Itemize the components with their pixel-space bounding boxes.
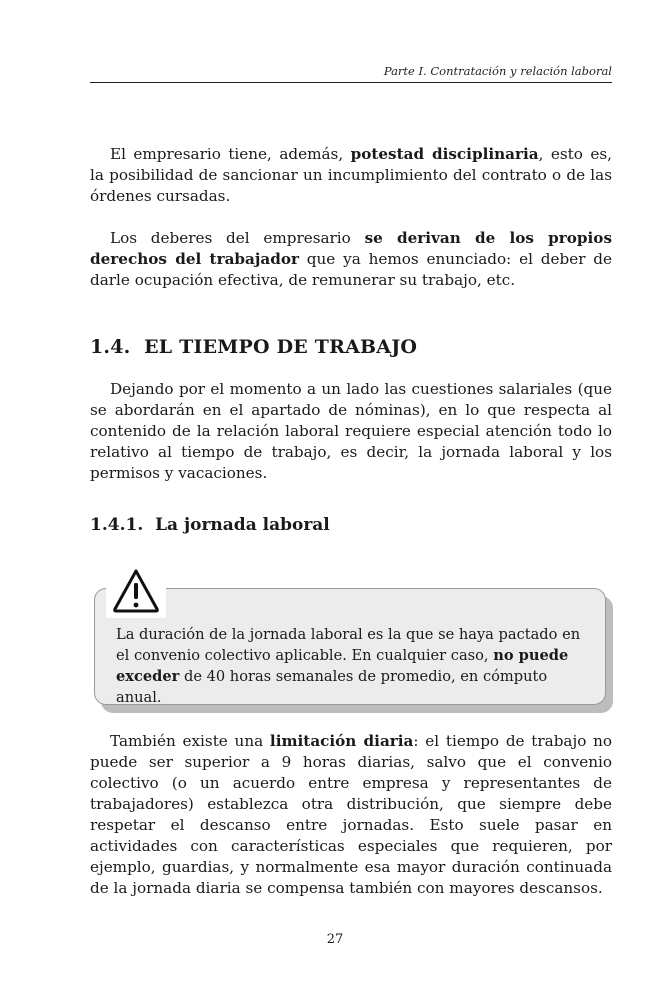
paragraph-employer-duties: Los deberes del empresario se derivan de los propios derechos del trabajador que ya hemos enunciado: el deber de darle ocupación efectiva, de remunerar su trabajo, etc. — [90, 229, 613, 289]
section-number: 1.4. — [90, 336, 131, 358]
paragraph-working-time: Dejando por el momento a un lado las cuestiones salariales (que se abordarán en el apartado de nóminas), en lo que respecta al contenido de la relación laboral requiere especial atención todo lo relativo al tiempo de trabajo, es decir, la jornada laboral y los permisos y vacaciones. — [90, 380, 612, 482]
bold-term: limitación diaria — [269, 732, 414, 750]
running-header — [90, 58, 612, 83]
subsection-title: La jornada laboral — [155, 515, 330, 535]
bold-term: potestad disciplinaria — [350, 145, 539, 163]
page-number: 27 — [326, 932, 344, 947]
section-title: EL TIEMPO DE TRABAJO — [144, 336, 418, 358]
bold-term: se derivan de los propios derechos del trabajador — [90, 229, 612, 268]
section-heading — [90, 336, 417, 358]
running-title: Parte I. Contratación y relación laboral — [383, 64, 612, 78]
paragraph-daily-limit: También existe una limitación diaria: el tiempo de trabajo no puede ser superior a 9 horas diarias, salvo que el convenio colectivo (o un acuerdo entre empresa y representantes de trabajadores) establezca otra distribución, que siempre debe respetar el descanso entre jornadas. Esto suele pasar en actividades con características especiales que requieren, por ejemplo, guardias, y normalmente esa mayor duración continuada de la jornada diaria se compensa también con mayores descansos. — [90, 732, 613, 897]
notice-text: La duración de la jornada laboral es la que se haya pactado en el convenio colectivo aplicable. En cualquier caso, no puede exceder de 40 horas semanales de promedio, en cómputo anual. — [116, 626, 581, 706]
subsection-number: 1.4.1. — [90, 515, 144, 535]
paragraph-disciplinary-power: El empresario tiene, además, potestad disciplinaria, esto es, la posibilidad de sancionar un incumplimiento del contrato o de las órdenes cursadas. — [90, 145, 612, 205]
subsection-heading — [90, 515, 330, 535]
bold-term: no puede exceder — [116, 647, 569, 685]
warning-triangle-icon — [106, 566, 166, 618]
